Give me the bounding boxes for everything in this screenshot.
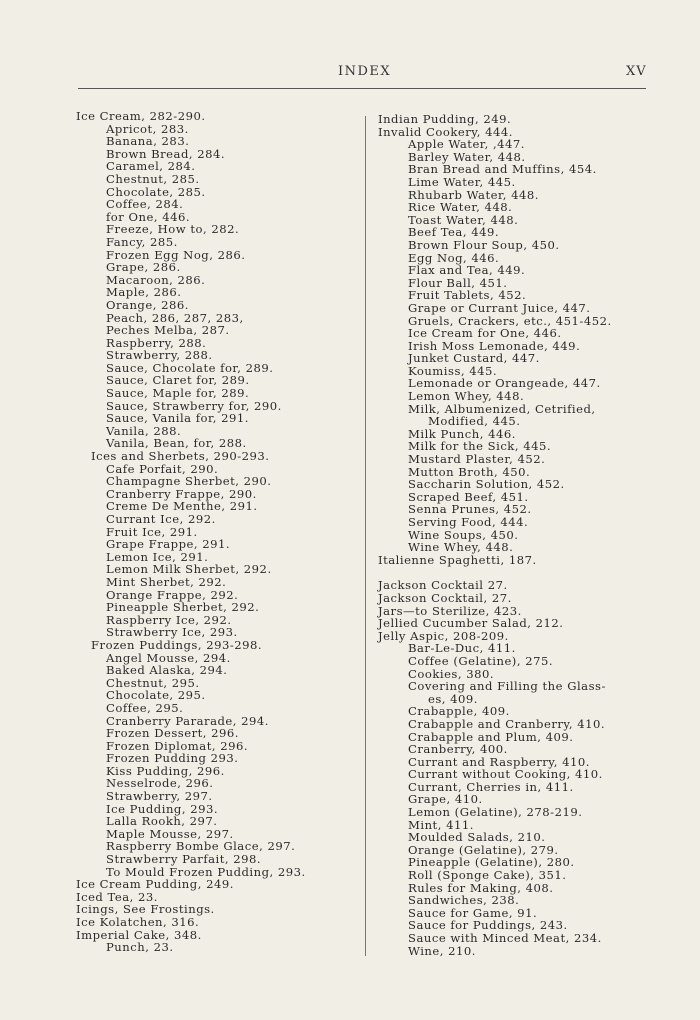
index-entry: Kiss Pudding, 296. (106, 763, 225, 778)
index-entry: Milk Punch, 446. (408, 426, 516, 441)
index-entry: for One, 446. (106, 209, 191, 224)
index-entry: Italienne Spaghetti, 187. (378, 552, 537, 567)
index-entry: Frozen Diplomat, 296. (106, 738, 249, 753)
index-entry: Chestnut, 295. (106, 675, 200, 690)
index-entry: Crabapple and Plum, 409. (408, 729, 574, 744)
index-entry: Cranberry Frappe, 290. (106, 486, 257, 501)
index-entry: Orange, 286. (106, 297, 189, 312)
index-entry: Jelly Aspic, 208-209. (378, 628, 509, 643)
index-entry: Crabapple and Cranberry, 410. (408, 716, 606, 731)
index-entry: Sauce with Minced Meat, 234. (408, 931, 602, 945)
index-entry: Sauce for Game, 91. (408, 905, 538, 920)
index-entry: Vanila, Bean, for, 288. (106, 436, 247, 451)
index-entry: Beef Tea, 449. (408, 225, 500, 240)
index-entry: Frozen Dessert, 296. (106, 726, 239, 741)
index-entry: Coffee, 295. (106, 700, 184, 715)
index-entry: Lemon Ice, 291. (106, 549, 209, 564)
index-entry: Lemonade or Orangeade, 447. (408, 376, 601, 391)
index-entry: Ice Kolatchen, 316. (76, 915, 200, 929)
index-entry: Chocolate, 285. (106, 184, 206, 199)
index-entry: Wine Soups, 450. (408, 527, 519, 542)
index-entry: Junket Custard, 447. (408, 351, 540, 366)
index-entry: Grape, 410. (408, 792, 483, 807)
index-entry: Macaroon, 286. (106, 272, 206, 287)
index-entry: Nesselrode, 296. (106, 776, 214, 791)
index-entry: Invalid Cookery, 444. (378, 124, 513, 139)
index-entry: Mustard Plaster, 452. (408, 452, 546, 467)
index-entry: Ices and Sherbets, 290-293. (91, 449, 270, 464)
index-entry: Roll (Sponge Cake), 351. (408, 868, 567, 883)
index-entry: Pineapple (Gelatine), 280. (408, 855, 575, 870)
index-entry: Irish Moss Lemonade, 449. (408, 338, 581, 353)
index-entry: Icings, See Frostings. (76, 902, 215, 917)
index-entry: Gruels, Crackers, etc., 451-452. (408, 313, 612, 328)
index-entry: Koumiss, 445. (408, 363, 498, 378)
index-entry: Covering and Filling the Glass- (408, 679, 606, 694)
index-entry: Peach, 286, 287, 283, (106, 310, 244, 325)
index-entry: Vanila, 288. (106, 423, 182, 438)
index-entry: Currant without Cooking, 410. (408, 767, 603, 782)
index-entry: Imperial Cake, 348. (76, 927, 202, 942)
index-entry: Fancy, 285. (106, 234, 178, 249)
index-entry: Flour Ball, 451. (408, 275, 508, 290)
index-entry: Grape or Currant Juice, 447. (408, 300, 591, 315)
index-entry: Pineapple Sherbet, 292. (106, 600, 260, 615)
index-entry: Orange (Gelatine), 279. (408, 842, 559, 857)
index-entry: Strawberry, 288. (106, 348, 213, 363)
index-entry: Indian Pudding, 249. (378, 112, 512, 126)
index-entry: Frozen Puddings, 293-298. (91, 637, 263, 652)
index-entry: Crabapple, 409. (408, 704, 510, 719)
index-entry: Bran Bread and Muffins, 454. (408, 162, 597, 177)
index-entry: Raspberry Ice, 292. (106, 612, 232, 627)
index-entry: Lalla Rookh, 297. (106, 814, 218, 829)
index-entry: Egg Nog, 446. (408, 250, 500, 265)
index-entry: Milk, Albumenized, Cetrified, (408, 401, 596, 416)
index-entry: Iced Tea, 23. (76, 889, 158, 904)
index-entry: Rice Water, 448. (408, 200, 513, 215)
index-entry: Sauce, Claret for, 289. (106, 373, 250, 388)
index-entry: Apple Water, ,447. (408, 137, 525, 152)
index-entry: Milk for the Sick, 445. (408, 439, 552, 454)
index-entry: Rules for Making, 408. (408, 880, 554, 895)
index-entry: Maple Mousse, 297. (106, 826, 234, 841)
index-entry: Coffee (Gelatine), 275. (408, 653, 554, 668)
index-entry: Barley Water, 448. (408, 149, 526, 164)
index-entry: Sauce, Vanila for, 291. (106, 411, 249, 426)
index-entry: Frozen Egg Nog, 286. (106, 247, 246, 262)
index-entry: Modified, 445. (428, 414, 521, 429)
index-entry: Jellied Cucumber Salad, 212. (378, 616, 564, 631)
index-entry: Coffee, 284. (106, 197, 184, 212)
index-entry: Currant and Raspberry, 410. (408, 754, 590, 769)
index-entry: Ice Cream Pudding, 249. (76, 877, 234, 892)
index-entry: Moulded Salads, 210. (408, 830, 546, 845)
header-rule (78, 88, 646, 89)
index-entry: Mint, 411. (408, 817, 474, 832)
index-entry: Fruit Ice, 291. (106, 524, 198, 539)
index-entry: Jackson Cocktail 27. (378, 578, 508, 593)
index-entry: Sauce, Chocolate for, 289. (106, 360, 274, 375)
index-entry: Angel Mousse, 294. (106, 650, 231, 665)
index-entry: Strawberry Ice, 293. (106, 625, 238, 640)
index-entry: Mint Sherbet, 292. (106, 574, 227, 589)
index-entry: Raspberry, 288. (106, 335, 207, 350)
index-entry: Orange Frappe, 292. (106, 587, 239, 602)
index-entry: Ice Pudding, 293. (106, 801, 219, 816)
index-entry: To Mould Frozen Pudding, 293. (106, 864, 306, 879)
index-entry: Grape Frappe, 291. (106, 537, 231, 552)
index-entry: Bar-Le-Duc, 411. (408, 641, 516, 656)
index-entry: Lemon Milk Sherbet, 292. (106, 562, 272, 577)
index-entry: Currant, Cherries in, 411. (408, 779, 574, 794)
index-entry: Strawberry Parfait, 298. (106, 852, 262, 867)
index-entry: Punch, 23. (106, 940, 174, 955)
index-entry: Sandwiches, 238. (408, 893, 520, 908)
index-entry: Chocolate, 295. (106, 688, 206, 703)
index-entry: Lemon (Gelatine), 278-219. (408, 805, 583, 820)
index-entry: Grape, 286. (106, 260, 181, 275)
index-entry: Lime Water, 445. (408, 174, 516, 189)
index-entry: Apricot, 283. (106, 121, 189, 136)
index-entry: Fruit Tablets, 452. (408, 288, 527, 303)
index-entry: Rhubarb Water, 448. (408, 187, 539, 202)
index-entry: Freeze, How to, 282. (106, 222, 240, 237)
running-head-title: INDEX (338, 64, 392, 79)
index-entry: Currant Ice, 292. (106, 512, 216, 526)
index-entry: Cafe Porfait, 290. (106, 461, 219, 476)
index-entry: Senna Prunes, 452. (408, 502, 532, 517)
index-entry: Raspberry Bombe Glace, 297. (106, 839, 296, 854)
index-entry: Sauce, Maple for, 289. (106, 386, 250, 401)
index-entry: Saccharin Solution, 452. (408, 477, 565, 492)
column-divider (365, 116, 366, 956)
index-entry: Sauce for Puddings, 243. (408, 918, 568, 933)
index-entry: Creme De Menthe, 291. (106, 499, 258, 514)
index-entry: Chestnut, 285. (106, 171, 200, 186)
index-entry: Caramel, 284. (106, 159, 196, 174)
index-entry: Cranberry, 400. (408, 742, 508, 757)
index-entry: Serving Food, 444. (408, 515, 529, 529)
index-entry: Frozen Pudding 293. (106, 751, 239, 766)
index-entry: Wine, 210. (408, 943, 476, 958)
page-number: XV (626, 64, 647, 79)
index-entry: Champagne Sherbet, 290. (106, 474, 272, 489)
index-entry: Baked Alaska, 294. (106, 663, 228, 678)
index-entry: Peches Melba, 287. (106, 323, 230, 338)
index-entry: Ice Cream for One, 446. (408, 326, 562, 341)
index-column-left (76, 110, 358, 954)
index-entry: Mutton Broth, 450. (408, 464, 531, 479)
index-entry: Toast Water, 448. (408, 212, 519, 227)
index-entry: Brown Bread, 284. (106, 146, 226, 161)
index-column-right (378, 113, 658, 957)
index-entry: Sauce, Strawberry for, 290. (106, 398, 282, 413)
index-entry: Cranberry Pararade, 294. (106, 713, 269, 728)
index-entry: Wine Whey, 448. (408, 540, 514, 555)
index-entry: Banana, 283. (106, 134, 190, 149)
index-entry: Ice Cream, 282-290. (76, 109, 206, 123)
index-entry: es, 409. (428, 691, 478, 706)
index-entry: Cookies, 380. (408, 666, 495, 681)
index-entry: Lemon Whey, 448. (408, 389, 525, 404)
index-entry: Brown Flour Soup, 450. (408, 237, 560, 252)
index-entry: Maple, 286. (106, 285, 182, 300)
index-entry: Flax and Tea, 449. (408, 263, 526, 278)
index-entry: Scraped Beef, 451. (408, 489, 529, 504)
index-entry: Strawberry, 297. (106, 789, 213, 804)
index-entry: Jackson Cocktail, 27. (378, 590, 512, 605)
index-entry: Jars—to Sterilize, 423. (378, 603, 522, 618)
